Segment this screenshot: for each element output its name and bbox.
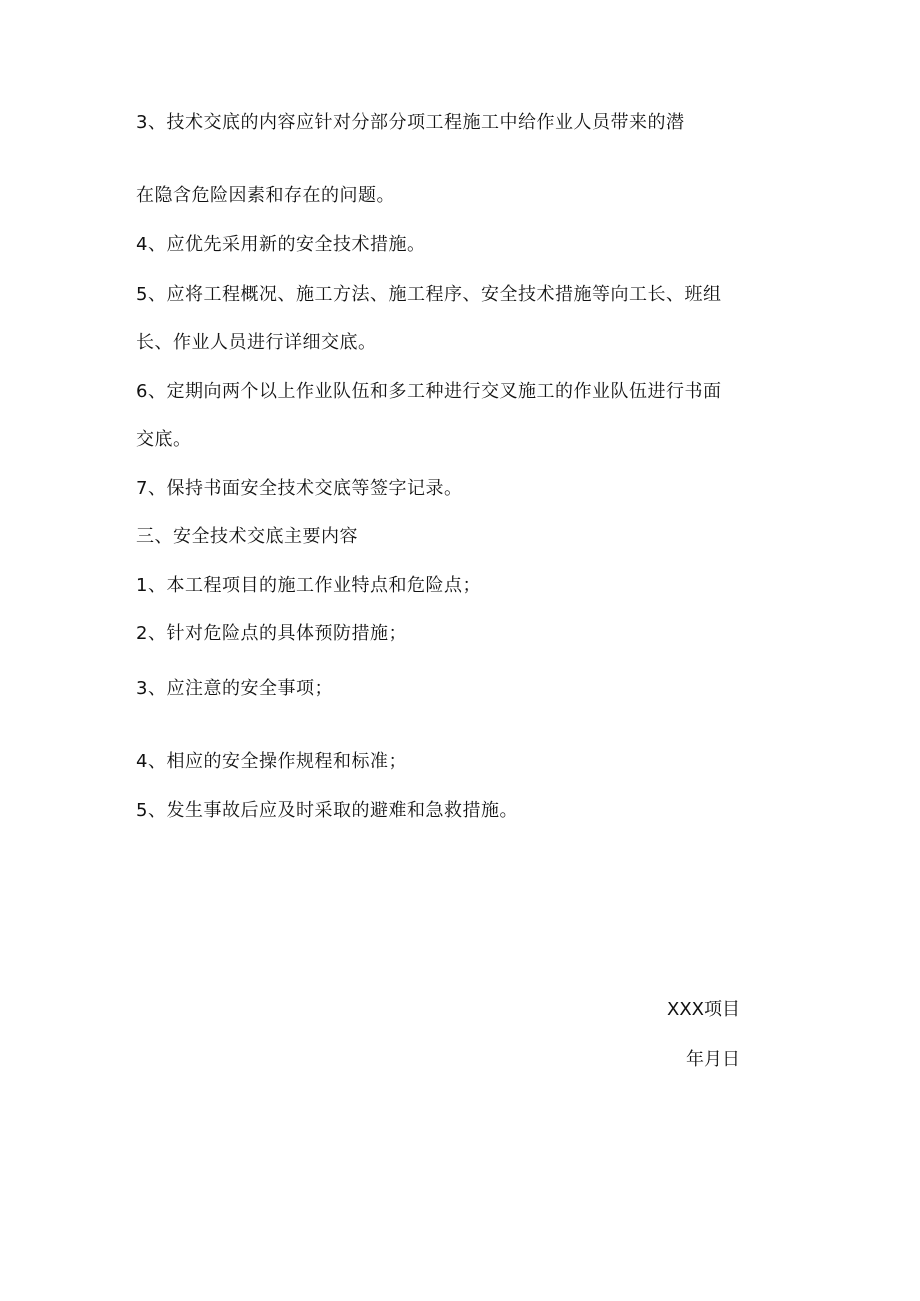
signature-project: XXX项目 — [667, 999, 740, 1020]
signature-date: 年月日 — [686, 1049, 740, 1070]
list-item: 3、应注意的安全事项； — [136, 678, 333, 699]
list-item: 1、本工程项目的施工作业特点和危险点； — [136, 575, 481, 596]
paragraph-line: 长、作业人员进行详细交底。 — [136, 332, 377, 353]
list-item: 5、发生事故后应及时采取的避难和急救措施。 — [136, 800, 518, 821]
paragraph-line: 3、技术交底的内容应针对分部分项工程施工中给作业人员带来的潜 — [136, 112, 685, 133]
list-item: 4、相应的安全操作规程和标准； — [136, 751, 407, 772]
paragraph-line: 在隐含危险因素和存在的问题。 — [136, 185, 395, 206]
paragraph-line: 4、应优先采用新的安全技术措施。 — [136, 234, 426, 255]
paragraph-line: 5、应将工程概况、施工方法、施工程序、安全技术措施等向工长、班组 — [136, 284, 722, 305]
paragraph-line: 6、定期向两个以上作业队伍和多工种进行交叉施工的作业队伍进行书面 — [136, 381, 722, 402]
section-heading: 三、安全技术交底主要内容 — [136, 526, 358, 547]
paragraph-line: 交底。 — [136, 429, 192, 450]
paragraph-line: 7、保持书面安全技术交底等签字记录。 — [136, 478, 463, 499]
list-item: 2、针对危险点的具体预防措施； — [136, 623, 407, 644]
